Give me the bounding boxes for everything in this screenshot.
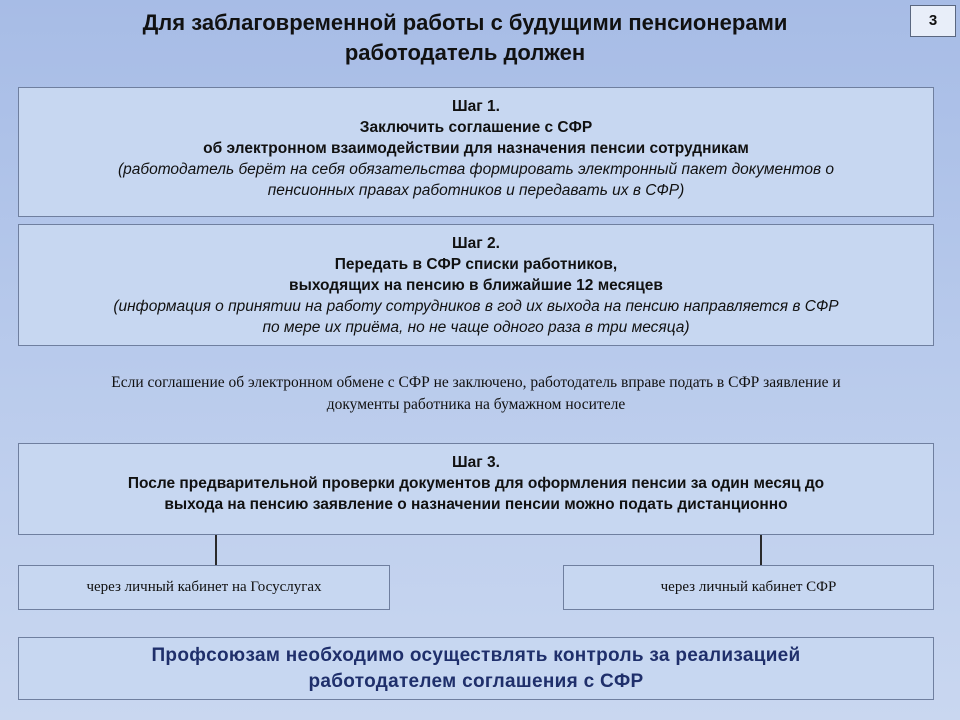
paper-note-line1: Если соглашение об электронном обмене с СФР не заключено, работодатель вправе подать в СФР заявление и [111, 374, 841, 391]
step-2-action-line2: выходящих на пенсию в ближайшие 12 месяцев [289, 277, 663, 294]
step-3-heading: Шаг 3. [452, 454, 500, 471]
option-sfr-label: через личный кабинет СФР [660, 579, 837, 595]
step-1-action-line2: об электронном взаимодействии для назначения пенсии сотрудникам [203, 140, 749, 157]
paper-note-line2: документы работника на бумажном носителе [326, 396, 626, 413]
control-line1: Профсоюзам необходимо осуществлять контроль за реализацией [151, 644, 801, 666]
step-2-action-line1: Передать в СФР списки работников, [334, 256, 618, 273]
step-2-note-line2: по мере их приёма, но не чаще одного раза в три месяца) [262, 319, 690, 336]
option-gosuslugi-box [18, 565, 390, 610]
step-3-action-line2: выхода на пенсию заявление о назначении пенсии можно подать дистанционно [164, 496, 788, 513]
step-1-heading: Шаг 1. [452, 98, 500, 115]
option-sfr-box [563, 565, 934, 610]
slide-title-line2: работодатель должен [344, 40, 586, 65]
step-3-box [18, 443, 934, 535]
paper-submission-note [20, 372, 932, 416]
step-1-note-line1: (работодатель берёт на себя обязательства формировать электронный пакет документов о [117, 161, 835, 178]
page-number-badge: 3 [910, 5, 956, 37]
step-1-note-line2: пенсионных правах работников и передавать их в СФР) [267, 182, 685, 199]
slide-title [60, 8, 870, 68]
connector-right [760, 535, 762, 565]
step-3-action-line1: После предварительной проверки документов для оформления пенсии за один месяц до [127, 475, 825, 492]
control-line2: работодателем соглашения с СФР [308, 670, 644, 692]
connector-left [215, 535, 217, 565]
step-2-note-line1: (информация о принятии на работу сотрудников в год их выхода на пенсию направляется в СФР [113, 298, 839, 315]
step-2-box [18, 224, 934, 346]
step-1-action-line1: Заключить соглашение с СФР [359, 119, 593, 136]
option-gosuslugi-label: через личный кабинет на Госуслугах [86, 579, 322, 595]
trade-union-control-box [18, 637, 934, 700]
step-1-box [18, 87, 934, 217]
slide-title-line1: Для заблаговременной работы с будущими пенсионерами [142, 10, 788, 35]
step-2-heading: Шаг 2. [452, 235, 500, 252]
